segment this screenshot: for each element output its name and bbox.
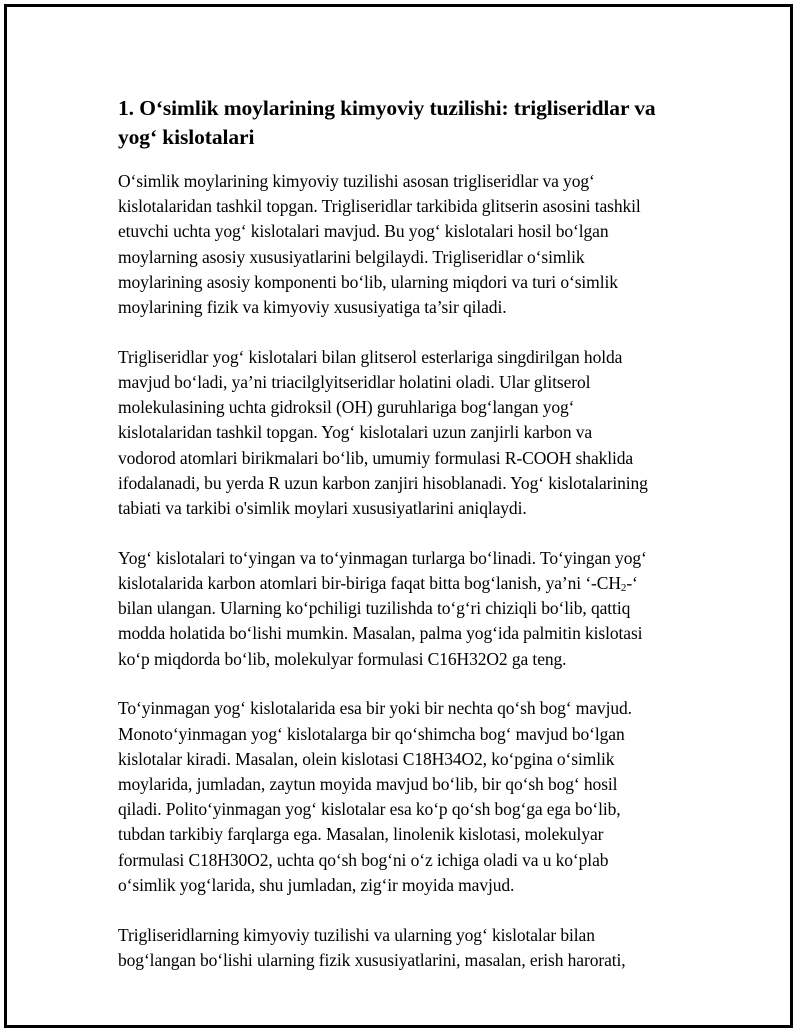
- text-line: moylarida, jumladan, zaytun moyida mavjud bo‘lib, bir qo‘sh bog‘ hosil: [118, 774, 618, 795]
- text-line: vodorod atomlari birikmalari bo‘lib, umumiy formulasi R-COOH shaklida: [118, 447, 634, 468]
- paragraph-1: [118, 169, 718, 320]
- text-line: bilan ulangan. Ularning ko‘pchiligi tuzilishda to‘g‘ri chiziqli bo‘lib, qattiq: [118, 598, 631, 619]
- text-line: Trigliseridlarning kimyoviy tuzilishi va ularning yog‘ kislotalar bilan: [118, 924, 595, 945]
- text-line: formulasi C18H30O2, uchta qo‘sh bog‘ni o‘z ichiga oladi va u ko‘plab: [118, 849, 609, 870]
- text-line: ifodalanadi, bu yerda R uzun karbon zanjiri hisoblanadi. Yog‘ kislotalarining: [118, 472, 648, 493]
- text-line: qiladi. Polito‘yinmagan yog‘ kislotalar esa ko‘p qo‘sh bog‘ga ega bo‘lib,: [118, 799, 621, 820]
- text-line: kislotalar kiradi. Masalan, olein kislotasi C18H34O2, ko‘pgina o‘simlik: [118, 748, 615, 769]
- heading-line: yog‘ kislotalari: [118, 125, 255, 149]
- text-line: kislotalaridan tashkil topgan. Trigliseridlar tarkibida glitserin asosini tashkil: [118, 196, 641, 217]
- text-line: kislotalaridan tashkil topgan. Yog‘ kislotalari uzun zanjirli karbon va: [118, 422, 593, 443]
- text-line: molekulasining uchta gidroksil (OH) guruhlariga bog‘langan yog‘: [118, 397, 575, 418]
- text-line: mavjud bo‘ladi, ya’ni triacilglyitseridlar holatini oladi. Ular glitserol: [118, 372, 591, 393]
- text-line: etuvchi uchta yog‘ kislotalari mavjud. Bu yog‘ kislotalari hosil bo‘lgan: [118, 221, 609, 242]
- paragraph-4: [118, 696, 718, 898]
- text-segment: kislotalarida karbon atomlari bir-biriga faqat bitta bog‘lanish, ya’ni ‘-CH: [118, 573, 621, 594]
- text-line: Yog‘ kislotalari to‘yingan va to‘yinmagan turlarga bo‘linadi. To‘yingan yog‘: [118, 547, 647, 568]
- text-line: To‘yinmagan yog‘ kislotalarida esa bir yoki bir nechta qo‘sh bog‘ mavjud.: [118, 698, 632, 719]
- document-body: [118, 94, 718, 998]
- text-line: ko‘p miqdorda bo‘lib, molekulyar formulasi C16H32O2 ga teng.: [118, 648, 567, 669]
- text-segment: -‘: [626, 573, 638, 594]
- text-line-with-formula: [118, 571, 718, 596]
- text-line: tabiati va tarkibi o'simlik moylari xususiyatlarini aniqlaydi.: [118, 498, 527, 519]
- text-line: Trigliseridlar yog‘ kislotalari bilan glitserol esterlariga singdirilgan holda: [118, 346, 623, 367]
- text-line: tubdan tarkibiy farqlarga ega. Masalan, linolenik kislotasi, molekulyar: [118, 824, 604, 845]
- paragraph-2: [118, 345, 718, 521]
- text-line: moylarining asosiy komponenti bo‘lib, ularning miqdori va turi o‘simlik: [118, 271, 618, 292]
- text-line: O‘simlik moylarining kimyoviy tuzilishi asosan trigliseridlar va yog‘: [118, 171, 595, 191]
- text-line: bog‘langan bo‘lishi ularning fizik xususiyatlarini, masalan, erish harorati,: [118, 949, 626, 970]
- heading-line: 1. O‘simlik moylarining kimyoviy tuzilishi: trigliseridlar va: [118, 96, 656, 120]
- paragraph-5: [118, 923, 718, 973]
- paragraph-3: [118, 546, 718, 672]
- text-line: Monoto‘yinmagan yog‘ kislotalarga bir qo‘shimcha bog‘ mavjud bo‘lgan: [118, 723, 625, 744]
- text-line: moylarining fizik va kimyoviy xususiyatiga ta’sir qiladi.: [118, 297, 507, 318]
- text-line: moylarning asosiy xususiyatlarini belgilaydi. Trigliseridlar o‘simlik: [118, 246, 585, 267]
- text-line: o‘simlik yog‘larida, shu jumladan, zig‘ir moyida mavjud.: [118, 874, 515, 895]
- subscript: 2: [620, 582, 627, 595]
- text-line: modda holatida bo‘lishi mumkin. Masalan, palma yog‘ida palmitin kislotasi: [118, 623, 643, 644]
- section-heading: [118, 94, 718, 152]
